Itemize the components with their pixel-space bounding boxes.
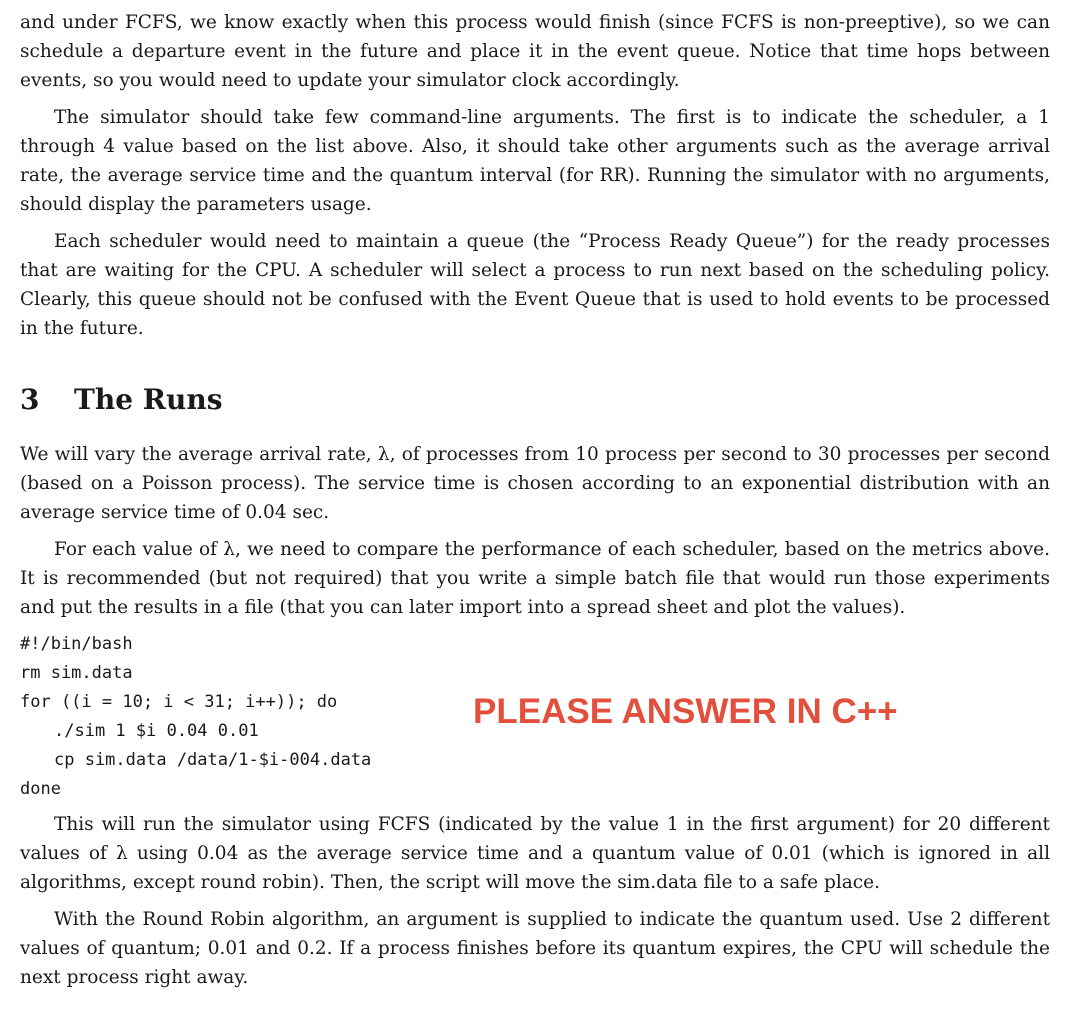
paragraph-ready-queue: Each scheduler would need to maintain a queue (the “Process Ready Queue”) for the ready processes that are waiting for the CPU. A scheduler will select a process to run next based on the scheduling policy. Clearly, this queue should not be confused with the Event Queue that is used to hold events to be processed in the future.	[20, 231, 1050, 339]
section-number: 3	[20, 383, 40, 416]
code-line-shebang: #!/bin/bash	[20, 634, 133, 654]
paragraph-round-robin: With the Round Robin algorithm, an argument is supplied to indicate the quantum used. Use 2 different values of quantum; 0.01 and 0.2. If a process finishes before its quantum expires, the CPU will schedule the next process right away.	[20, 909, 1050, 988]
paragraph-fcfs-departure: and under FCFS, we know exactly when this process would finish (since FCFS is non-preeptive), so we can schedule a departure event in the future and place it in the event queue. Notice that time hops between events, so you would need to update your simulator clock accordingly.	[20, 12, 1050, 91]
code-line-cp: cp sim.data /data/1-$i-004.data	[54, 750, 372, 770]
code-line-sim: ./sim 1 $i 0.04 0.01	[54, 721, 259, 741]
code-line-for: for ((i = 10; i < 31; i++)); do	[20, 692, 338, 712]
section-heading	[20, 383, 1050, 417]
code-line-rm: rm sim.data	[20, 663, 133, 683]
document-page	[20, 8, 1050, 992]
bash-script-code-block	[20, 630, 1050, 804]
paragraph-batch-file: For each value of λ, we need to compare the performance of each scheduler, based on the metrics above. It is recommended (but not required) that you write a simple batch file that would run those experiments and put the results in a file (that you can later import into a spread sheet and plot the values).	[20, 539, 1050, 618]
paragraph-arrival-rate: We will vary the average arrival rate, λ, of processes from 10 process per second to 30 processes per second (based on a Poisson process). The service time is chosen according to an exponential distribution with an average service time of 0.04 sec.	[20, 444, 1050, 523]
paragraph-command-line-args: The simulator should take few command-line arguments. The first is to indicate the scheduler, a 1 through 4 value based on the list above. Also, it should take other arguments such as the average arrival rate, the average service time and the quantum interval (for RR). Running the simulator with no arguments, should display the parameters usage.	[20, 107, 1050, 215]
section-title: The Runs	[74, 383, 223, 416]
answer-in-cpp-annotation: PLEASE ANSWER IN C++	[473, 692, 898, 731]
paragraph-fcfs-run: This will run the simulator using FCFS (indicated by the value 1 in the first argument) for 20 different values of λ using 0.04 as the average service time and a quantum value of 0.01 (which is ignored in all algorithms, except round robin). Then, the script will move the sim.data file to a safe place.	[20, 814, 1050, 893]
code-line-done: done	[20, 779, 61, 799]
